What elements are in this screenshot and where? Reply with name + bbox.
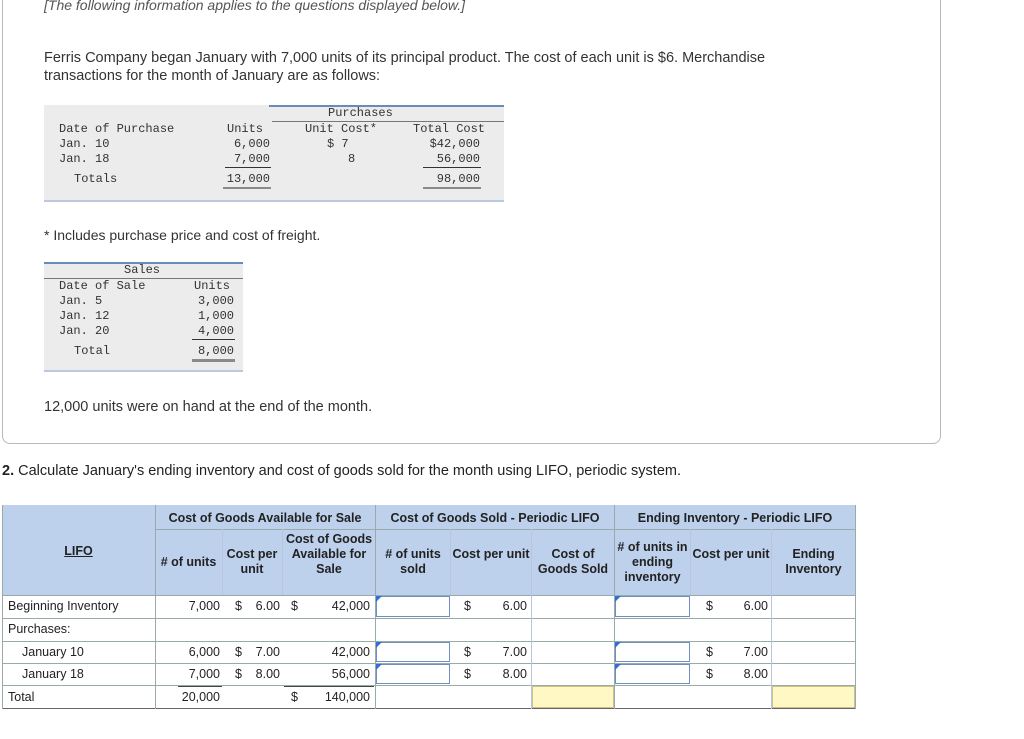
col-header-ei: Ending Inventory (785, 547, 842, 576)
purchase-unit-cost: 8 (348, 152, 356, 166)
dollar-sign: $ (464, 645, 471, 659)
lifo-table (2, 505, 855, 709)
question-number: 2. (2, 463, 15, 479)
sale-units: 3,000 (197, 294, 234, 308)
row-label-total: Total (8, 690, 35, 704)
group-header-ei: Ending Inventory - Periodic LIFO (637, 511, 833, 525)
jan10-units-ei-input[interactable] (615, 642, 690, 662)
cost-underline (423, 167, 481, 168)
col-rule (2, 505, 3, 709)
units-underline (225, 167, 271, 168)
sale-date: Jan. 20 (59, 324, 110, 338)
col-rule (531, 529, 532, 709)
purchases-table-bottom-rule (44, 200, 504, 202)
total-ending-inventory-input[interactable] (772, 686, 855, 708)
col-header-cogs-cost-per-unit: Cost per unit (452, 547, 530, 561)
jan18-cost-per-unit: 8.00 (255, 667, 280, 681)
lifo-link[interactable]: LIFO (64, 544, 93, 558)
dollar-sign: $ (291, 599, 298, 613)
beginning-units-sold-input[interactable] (376, 596, 450, 617)
col-rule (282, 529, 283, 595)
col-header-units: # of units (160, 555, 217, 569)
purchases-totals-units: 13,000 (226, 172, 270, 186)
col-header-cogas: Cost of Goods Available for Sale (285, 532, 373, 576)
col-unit-cost: Unit Cost* (305, 122, 378, 136)
intro-text (44, 49, 864, 85)
sales-total-units: 8,000 (197, 344, 234, 358)
jan18-cogas: 56,000 (331, 667, 370, 681)
question-text (2, 463, 681, 479)
beginning-units: 7,000 (188, 599, 220, 613)
sales-double-rule (192, 359, 235, 362)
row-label-beginning: Beginning Inventory (8, 599, 119, 613)
sales-table-bottom-rule (44, 370, 243, 372)
table-bottom-rule (2, 708, 855, 709)
dollar-sign: $ (706, 667, 713, 681)
sales-underline (192, 339, 235, 340)
purchase-units: 6,000 (233, 137, 270, 151)
purchases-totals-label: Totals (74, 172, 118, 186)
total-units-rule (178, 686, 222, 687)
purchase-date: Jan. 10 (59, 137, 110, 151)
jan10-units: 6,000 (188, 645, 220, 659)
col-rule (222, 529, 223, 595)
row-label-jan10: January 10 (22, 645, 84, 659)
jan18-units: 7,000 (188, 667, 220, 681)
row-rule (2, 685, 855, 686)
dollar-sign: $ (291, 690, 298, 704)
header-note: [The following information applies to the questions displayed below.] (44, 0, 466, 13)
jan10-cogas: 42,000 (331, 645, 370, 659)
jan18-units-ei-input[interactable] (615, 664, 690, 684)
col-date-of-purchase: Date of Purchase (59, 122, 175, 136)
sale-units: 1,000 (197, 309, 234, 323)
col-header-ei-cost-per-unit: Cost per unit (692, 547, 770, 561)
jan18-cogs-cost-per-unit: 8.00 (502, 667, 527, 681)
col-header-cogs: Cost of Goods Sold (537, 547, 609, 576)
total-cogs-input[interactable] (532, 686, 614, 708)
onhand-text: 12,000 units were on hand at the end of the month. (44, 399, 373, 415)
purchase-unit-cost: $ 7 (327, 137, 349, 151)
col-rule (690, 529, 691, 595)
jan10-ei-cost-per-unit: 7.00 (743, 645, 768, 659)
col-rule (855, 505, 856, 709)
row-label-jan18: January 18 (22, 667, 84, 681)
question-body: Calculate January's ending inventory and cost of goods sold for the month using LIFO, periodic system. (14, 463, 681, 479)
sale-units: 4,000 (197, 324, 234, 338)
group-header-cogs: Cost of Goods Sold - Periodic LIFO (390, 511, 600, 525)
sales-total-label: Total (74, 344, 111, 358)
dollar-sign: $ (235, 599, 242, 613)
dollar-sign: $ (464, 599, 471, 613)
col-header-cost-per-unit: Cost per unit (226, 547, 278, 576)
row-rule (2, 618, 855, 619)
purchase-units: 7,000 (233, 152, 270, 166)
dollar-sign: $ (706, 645, 713, 659)
purchase-total-cost: 56,000 (436, 152, 480, 166)
dollar-sign: $ (235, 667, 242, 681)
beginning-units-ei-input[interactable] (615, 596, 690, 617)
purchase-date: Jan. 18 (59, 152, 110, 166)
col-rule (450, 529, 451, 595)
beginning-ei-cost-per-unit: 6.00 (743, 599, 768, 613)
jan10-cost-per-unit: 7.00 (255, 645, 280, 659)
group-header-cogas: Cost of Goods Available for Sale (168, 511, 362, 525)
header-group-rule (155, 529, 855, 530)
cost-double-rule (423, 187, 481, 189)
jan18-units-sold-input[interactable] (376, 664, 450, 684)
purchases-table (44, 105, 504, 202)
jan10-units-sold-input[interactable] (376, 642, 450, 662)
col-header-units-sold: # of units sold (385, 547, 441, 576)
units-double-rule (223, 187, 271, 189)
col-rule (771, 529, 772, 709)
sale-date: Jan. 5 (59, 294, 103, 308)
col-sale-units: Units (194, 279, 231, 293)
beginning-cogs-cost-per-unit: 6.00 (502, 599, 527, 613)
sale-date: Jan. 12 (59, 309, 110, 323)
sales-group-header: Sales (124, 263, 161, 277)
intro-line-2: transactions for the month of January are as follows: (44, 68, 381, 84)
sales-table (44, 262, 243, 372)
purchase-total-cost: $42,000 (429, 137, 480, 151)
purchases-totals-cost: 98,000 (436, 172, 480, 186)
beginning-cogas: 42,000 (331, 599, 370, 613)
col-header-units-ei: # of units in ending inventory (617, 540, 688, 584)
footnote: * Includes purchase price and cost of freight. (44, 227, 321, 243)
total-units: 20,000 (181, 690, 220, 704)
purchases-group-header: Purchases (328, 106, 393, 120)
dollar-sign: $ (235, 645, 242, 659)
row-label-purchases: Purchases: (8, 622, 71, 636)
col-total-cost: Total Cost (413, 122, 486, 136)
col-date-of-sale: Date of Sale (59, 279, 146, 293)
total-cogas: 140,000 (324, 690, 370, 704)
dollar-sign: $ (706, 599, 713, 613)
intro-line-1: Ferris Company began January with 7,000 units of its principal product. The cost of each unit is $6. Merchandise (44, 50, 766, 66)
beginning-cost-per-unit: 6.00 (255, 599, 280, 613)
jan10-cogs-cost-per-unit: 7.00 (502, 645, 527, 659)
col-units: Units (227, 122, 264, 136)
jan18-ei-cost-per-unit: 8.00 (743, 667, 768, 681)
total-cogas-rule (284, 686, 374, 687)
dollar-sign: $ (464, 667, 471, 681)
